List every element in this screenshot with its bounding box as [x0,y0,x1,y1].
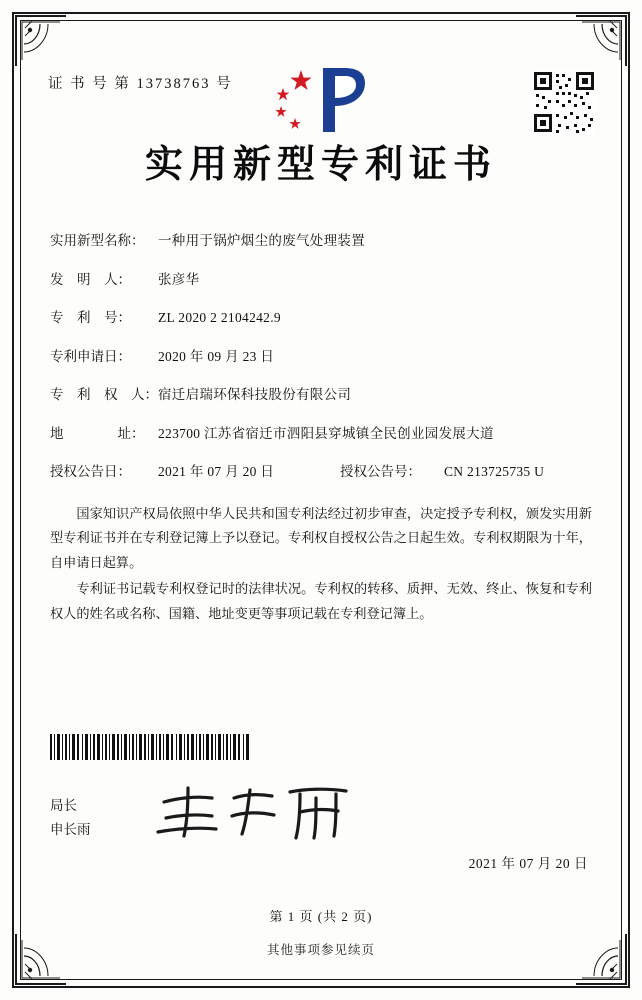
field-label: 专 利 权 人： [50,387,158,403]
signature-name: 申长雨 [50,821,91,837]
field-label: 地 址： [50,425,145,441]
field-value: 宿迁启瑞环保科技股份有限公司 [158,387,352,403]
page-number: 第 1 页 (共 2 页) [269,909,373,924]
field-row-utility-model-name [50,232,592,250]
field-value: 一种用于锅炉烟尘的废气处理装置 [158,233,365,248]
field-label: 发 明 人： [50,271,131,287]
footer-note: 其他事项参见续页 [266,943,375,957]
field-value: 2020 年 09 月 23 日 [158,348,275,364]
certificate-number: 证 书 号 第 13738763 号 [48,76,233,92]
field-label: 专利申请日： [50,348,131,364]
field-label: 实用新型名称： [50,233,145,248]
barcode [50,734,250,760]
legal-paragraph-1: 国家知识产权局依照中华人民共和国专利法经过初步审查，决定授予专利权，颁发实用新型专利证书并在专利登记簿上予以登记。专利权自授权公告之日起生效。专利权期限为十年，自申请日起算。 [50,505,592,570]
field-value: 张彦华 [158,271,200,287]
field-label-grant-date: 授权公告日： [50,464,131,480]
issue-date: 2021 年 07 月 20 日 [468,856,588,871]
field-row-inventor [50,271,592,289]
cnipa-logo-icon [261,62,381,138]
field-row-grant-announcement [50,463,592,481]
field-label: 专 利 号： [50,310,131,326]
handwritten-signature-icon [150,782,360,844]
page-title: 实用新型专利证书 [144,141,497,186]
legal-paragraph-2: 专利证书记载专利权登记时的法律状况。专利权的转移、质押、无效、终止、恢复和专利权人的姓名或名称、国籍、地址变更等事项记载在专利登记簿上。 [50,581,592,621]
signature-block [50,794,91,841]
field-row-address [50,425,592,443]
certificate-content [40,34,602,966]
field-value: ZL 2020 2 2104242.9 [158,310,281,326]
field-label-grant-number: 授权公告号： [340,464,421,480]
field-value-grant-number: CN 213725735 U [444,464,545,480]
field-list [50,232,592,481]
field-row-patentee [50,386,592,404]
field-value: 223700 江苏省宿迁市泗阳县穿城镇全民创业园发展大道 [158,425,494,441]
field-value-grant-date: 2021 年 07 月 20 日 [158,464,275,480]
legal-text [50,502,592,626]
qr-code-icon [532,70,596,134]
signature-role: 局长 [50,798,77,813]
field-row-application-date [50,348,592,366]
field-row-patent-number [50,309,592,327]
